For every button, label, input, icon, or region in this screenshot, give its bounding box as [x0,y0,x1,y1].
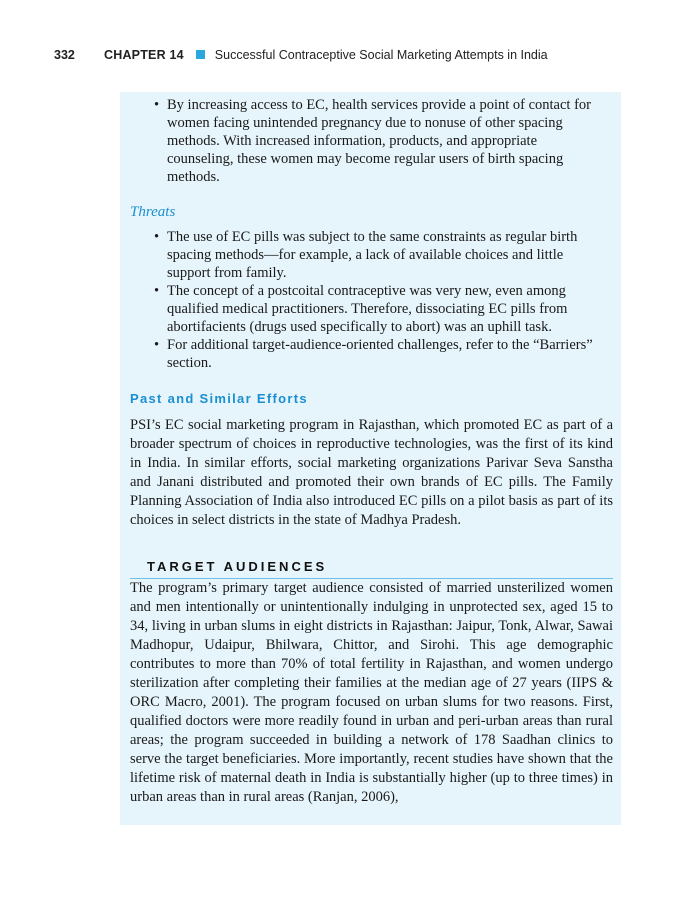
list-item: • The concept of a postcoital contraceptive was very new, even among qualified medical practitioners. Therefore, dissociating EC pills from abortifacients (drugs used specifically to abort) was an uphill task. [167,282,613,336]
opportunities-list [130,96,613,186]
list-item: • For additional target-audience-oriented challenges, refer to the “Barriers” section. [167,336,613,372]
target-audiences-paragraph: The program’s primary target audience consisted of married unsterilized women and men intentionally or unintentionally indulging in unprotected sex, aged 15 to 34, living in urban slums in eight districts in Rajasthan: Jaipur, Tonk, Alwar, Sawai Madhopur, Udaipur, Bhilwara, Chittor, and Sirohi. This age demographic contributes to more than 70% of total fertility in Rajasthan, and women undergo sterilization after completing their families at the median age of 27 years (IIPS & ORC Macro, 2001). The program focused on urban slums for two reasons. First, qualified doctors were more readily found in urban and peri-urban areas than rural areas; the program succeeded in building a network of 178 Saadhan clinics to serve the target beneficiaries. More importantly, recent studies have shown that the lifetime risk of maternal death in India is substantially higher (up to three times) in urban areas than in rural areas (Ranjan, 2006), [130,580,613,805]
threats-list [130,228,613,372]
list-item: • The use of EC pills was subject to the same constraints as regular birth spacing methods—for example, a lack of available choices and little support from family. [167,228,613,282]
list-item: • By increasing access to EC, health services provide a point of contact for women facing unintended pregnancy due to nonuse of other spacing methods. With increased information, products, and appropriate counseling, these women may become regular users of birth spacing methods. [167,96,613,186]
page-content [130,96,613,807]
past-efforts-heading: Past and Similar Efforts [130,391,308,406]
threats-heading: Threats [130,204,176,220]
past-efforts-paragraph: PSI’s EC social marketing program in Rajasthan, which promoted EC as part of a broader spectrum of choices in reproductive technologies, was the first of its kind in India. In similar efforts, social marketing organizations Parivar Seva Sanstha and Janani distributed and promoted their own brands of EC pills. The Family Planning Association of India also introduced EC pills on a pilot basis as part of its choices in select districts in the state of Madhya Pradesh. [130,417,613,528]
chapter-title: Successful Contraceptive Social Marketing Attempts in India [214,48,548,62]
running-header [54,48,548,62]
target-audiences-heading: TARGET AUDIENCES [147,559,328,574]
target-audiences-section-rule [130,558,613,579]
page-number: 332 [54,48,75,62]
header-square-icon [196,50,205,59]
chapter-label: CHAPTER 14 [104,48,184,62]
